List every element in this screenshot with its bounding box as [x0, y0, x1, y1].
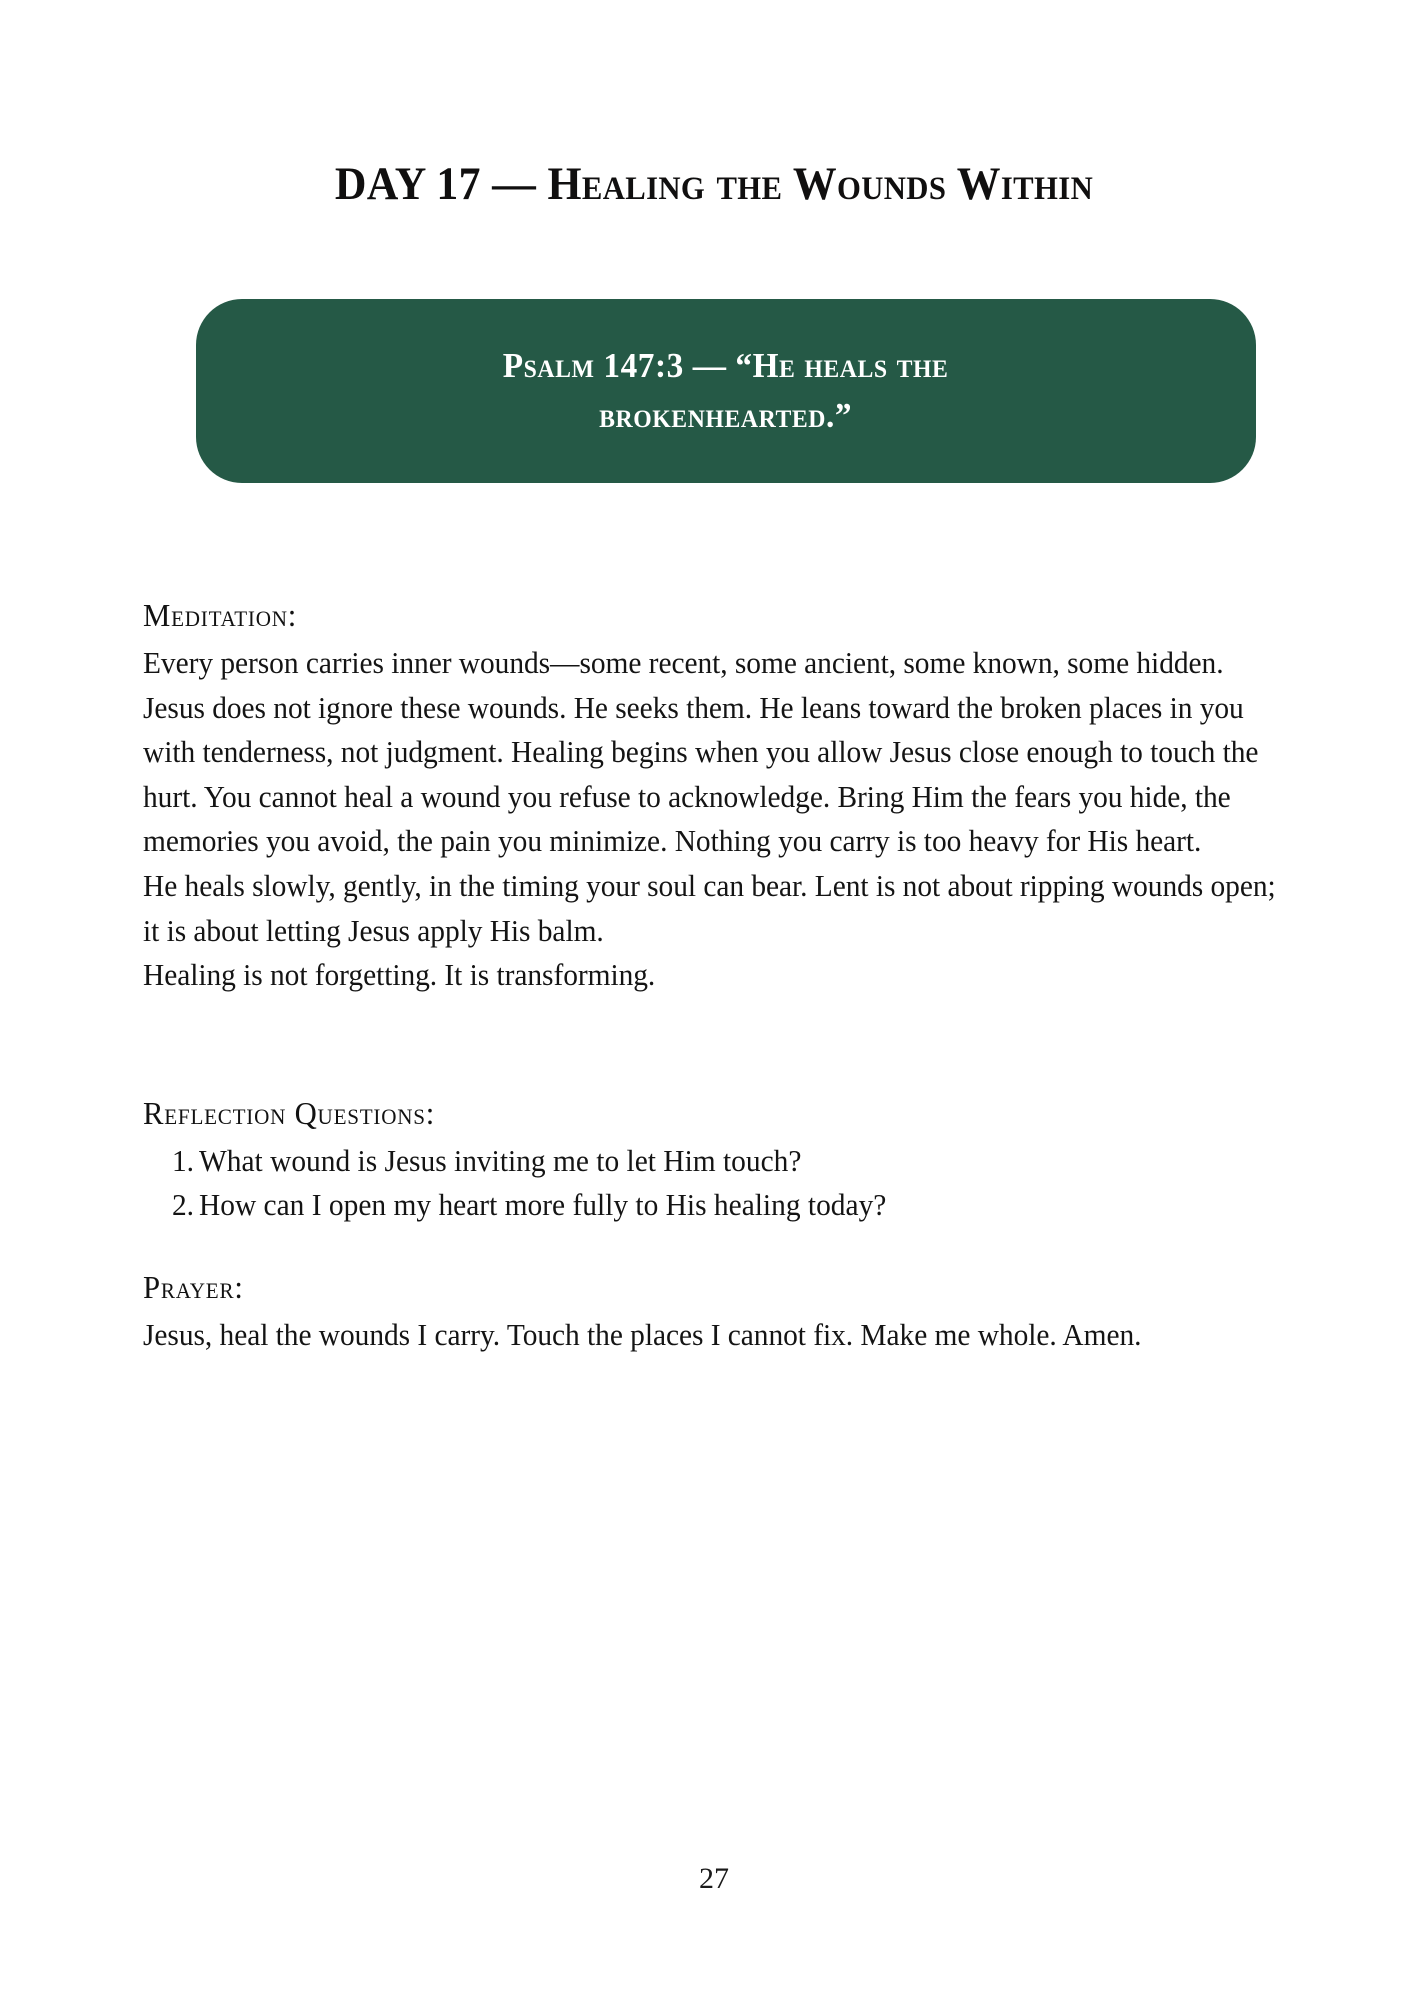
reflection-questions-list [143, 1139, 1288, 1228]
reflection-questions-heading: Reflection Questions: [143, 1094, 436, 1131]
meditation-paragraph-3: Healing is not forgetting. It is transforming. [143, 958, 656, 993]
page-title: DAY 17 — Healing the Wounds Within [334, 158, 1094, 211]
scripture-callout-box [196, 299, 1256, 483]
meditation-paragraph-2: He heals slowly, gently, in the timing your soul can bear. Lent is not about ripping wounds open; it is about letting Jesus apply His balm. [143, 869, 1276, 948]
page-number: 27 [699, 1862, 729, 1895]
list-item: What wound is Jesus inviting me to let Him touch? [198, 1143, 802, 1178]
list-item: How can I open my heart more fully to His healing today? [198, 1188, 887, 1223]
section-spacer [143, 998, 1288, 1094]
prayer-heading: Prayer: [143, 1269, 244, 1305]
scripture-verse-line-1: Psalm 147:3 — “He heals the [503, 346, 949, 386]
scripture-verse [503, 341, 949, 440]
page-content [143, 596, 1288, 1358]
meditation-paragraph-1: Every person carries inner wounds—some recent, some ancient, some known, some hidden. Jesus does not ignore these wounds. He seeks them. He leans toward the broken places in you with tenderness, not judgment. Healing begins when you allow Jesus close enough to touch the hurt. You cannot heal a wound you refuse to acknowledge. Bring Him the fears you hide, the memories you avoid, the pain you minimize. Nothing you carry is too heavy for His heart. [143, 646, 1259, 859]
section-spacer [143, 1228, 1288, 1268]
scripture-verse-line-2: brokenhearted.” [599, 396, 853, 435]
prayer-text: Jesus, heal the wounds I carry. Touch the places I cannot fix. Make me whole. Amen. [143, 1318, 1142, 1353]
meditation-heading: Meditation: [143, 597, 298, 633]
